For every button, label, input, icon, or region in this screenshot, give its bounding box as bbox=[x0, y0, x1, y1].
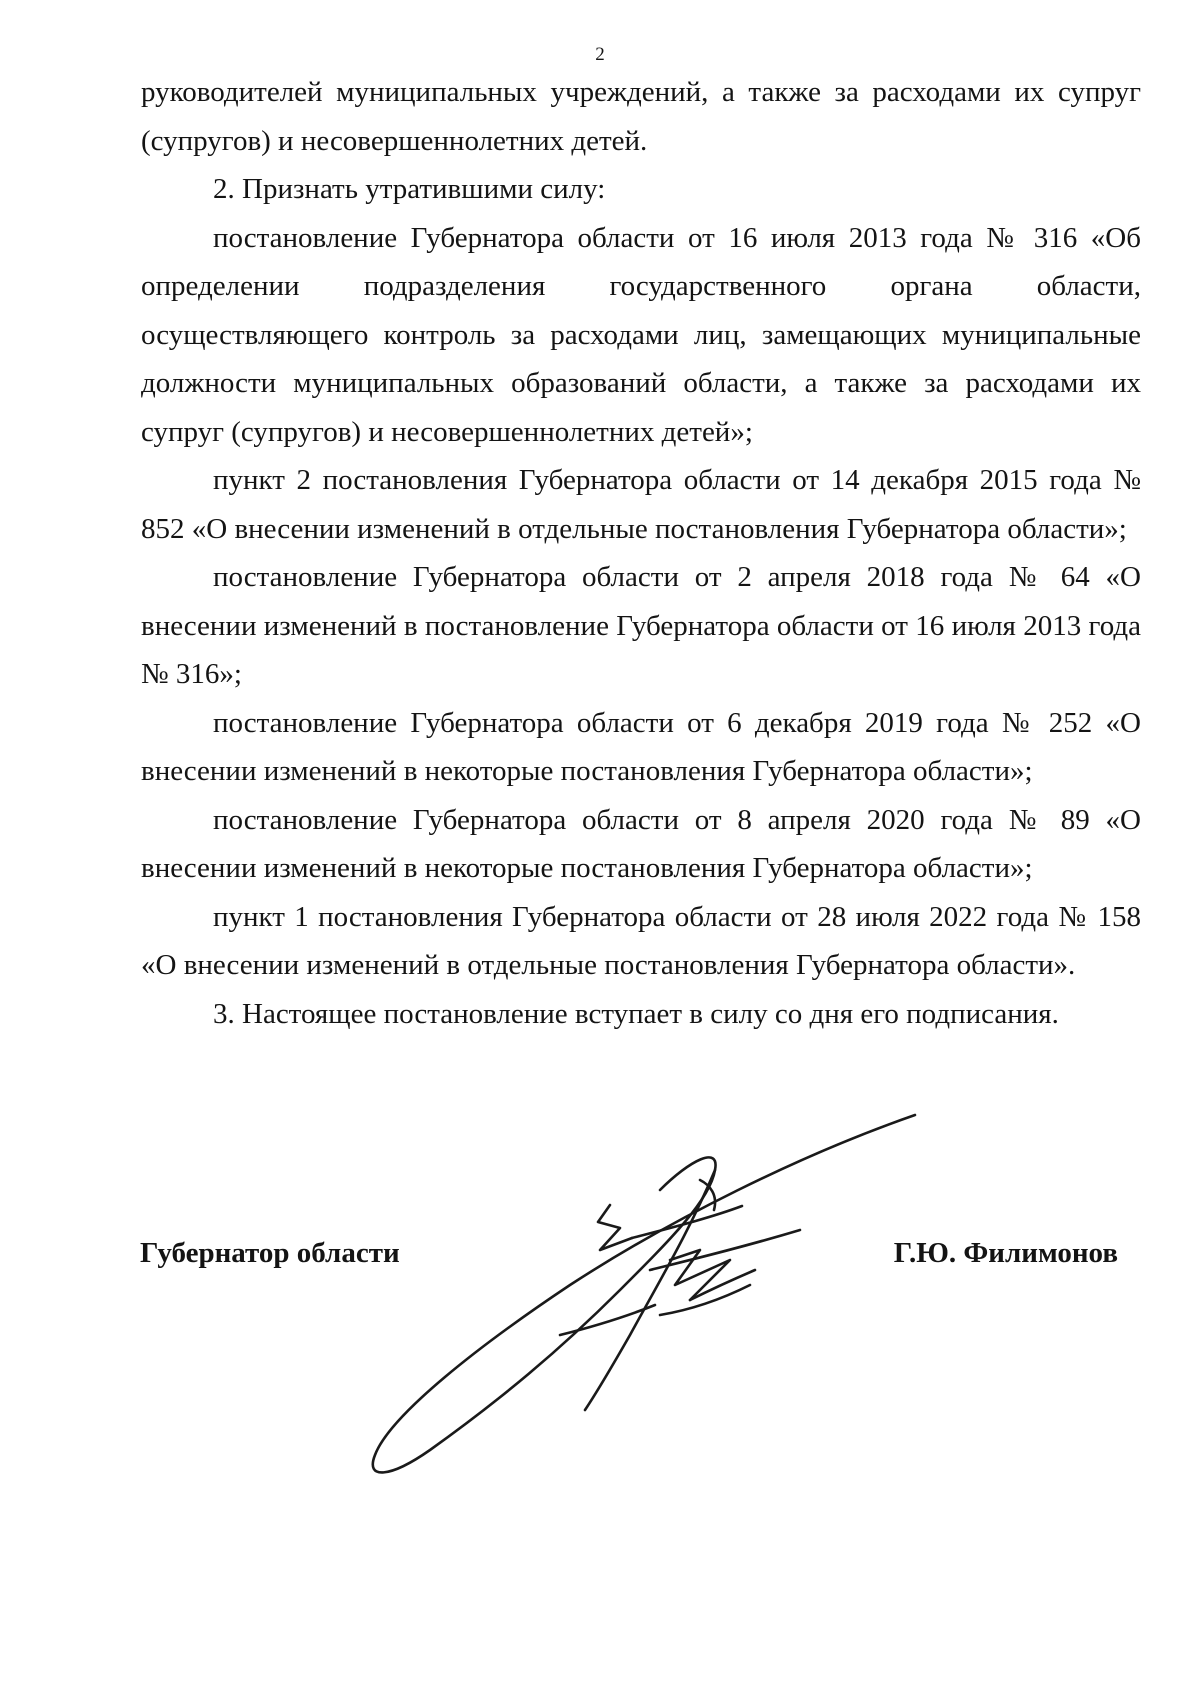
paragraph-item-3: 3. Настоящее постановление вступает в силу со дня его подписания. bbox=[213, 997, 1059, 1030]
paragraph-repeal-2020-89: постановление Губернатора области от 8 апреля 2020 года № 89 «О внесении изменений в некоторые постановления Губернатора области»; bbox=[141, 803, 1141, 884]
paragraph-repeal-2019-252: постановление Губернатора области от 6 декабря 2019 года № 252 «О внесении изменений в некоторые постановления Губернатора области»; bbox=[141, 706, 1141, 787]
paragraph-repeal-2018-64: постановление Губернатора области от 2 апреля 2018 года № 64 «О внесении изменений в постановление Губернатора области от 16 июля 2013 года № 316»; bbox=[141, 561, 1141, 690]
page-number: 2 bbox=[595, 44, 605, 65]
handwritten-signature bbox=[370, 1110, 930, 1480]
signer-name: Г.Ю. Филимонов bbox=[893, 1237, 1118, 1269]
paragraph-continuation: руководителей муниципальных учреждений, а также за расходами их супруг (супругов) и несовершеннолетних детей. bbox=[141, 76, 1141, 157]
paragraph-item-2: 2. Признать утратившими силу: bbox=[213, 173, 606, 205]
paragraph-repeal-2015-852: пункт 2 постановления Губернатора области от 14 декабря 2015 года № 852 «О внесении изменений в отдельные постановления Губернатора области»; bbox=[141, 464, 1141, 545]
paragraph-repeal-2013-316: постановление Губернатора области от 16 июля 2013 года № 316 «Об определении подразделения государственного органа области, осуществляющего контроль за расходами лиц, замещающих муниципальные должности муниципальных образований области, а также за расходами их супруг (супругов) и несовершеннолетних детей»; bbox=[141, 221, 1141, 448]
signer-position: Губернатор области bbox=[140, 1237, 400, 1269]
paragraph-repeal-2022-158: пункт 1 постановления Губернатора области от 28 июля 2022 года № 158 «О внесении изменений в отдельные постановления Губернатора области». bbox=[141, 900, 1141, 981]
